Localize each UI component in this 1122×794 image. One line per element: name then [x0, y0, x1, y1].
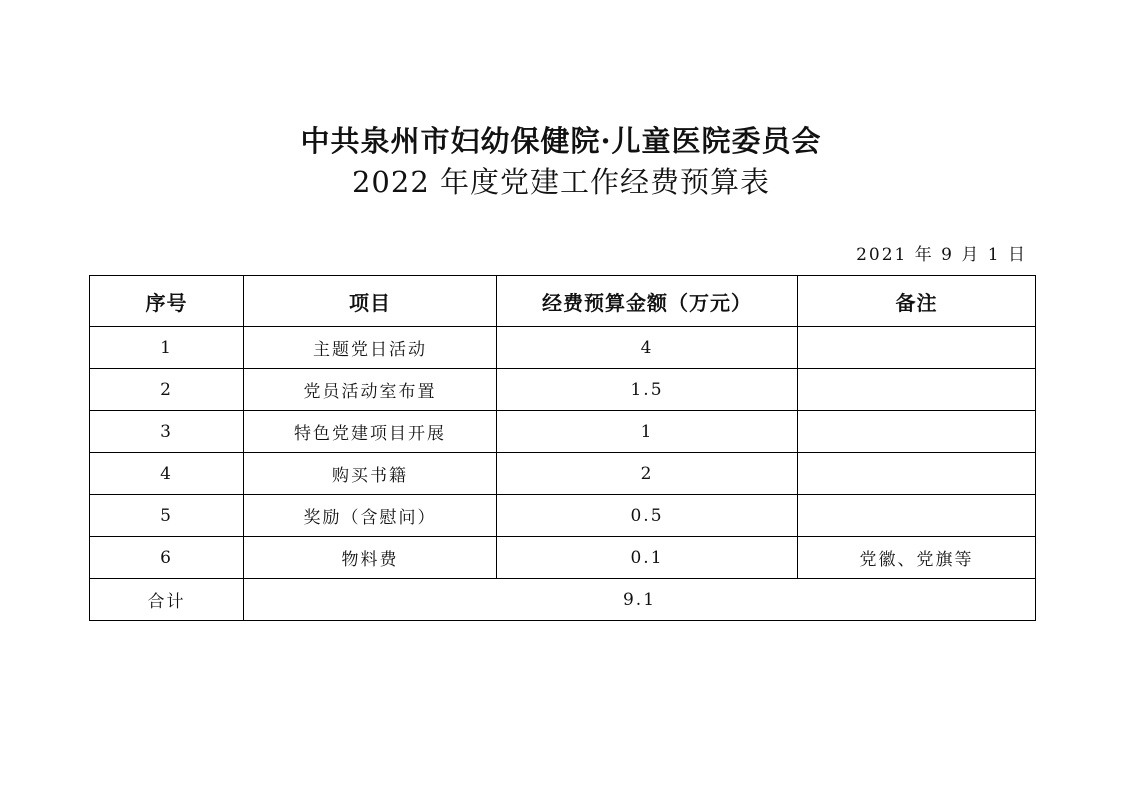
row-no: 1 [90, 327, 244, 369]
table-row [90, 453, 1036, 495]
budget-table [89, 275, 1036, 621]
row-no: 4 [90, 453, 244, 495]
header-item: 项目 [244, 276, 497, 327]
row-note [798, 411, 1036, 453]
table-row [90, 369, 1036, 411]
total-label: 合计 [90, 579, 244, 621]
document-title: 中共泉州市妇幼保健院·儿童医院委员会 [300, 124, 822, 158]
row-note: 党徽、党旗等 [798, 537, 1036, 579]
row-item: 奖励（含慰问） [244, 495, 497, 537]
row-no: 6 [90, 537, 244, 579]
header-no: 序号 [90, 276, 244, 327]
row-amount: 2 [497, 453, 798, 495]
row-amount: 1.5 [497, 369, 798, 411]
row-amount: 1 [497, 411, 798, 453]
table-row [90, 327, 1036, 369]
row-no: 2 [90, 369, 244, 411]
table-header-row [90, 276, 1036, 327]
table-total-row [90, 579, 1036, 621]
row-item: 购买书籍 [244, 453, 497, 495]
total-amount: 9.1 [244, 579, 1036, 621]
row-note [798, 495, 1036, 537]
table-row [90, 495, 1036, 537]
row-note [798, 453, 1036, 495]
row-note [798, 327, 1036, 369]
row-item: 特色党建项目开展 [244, 411, 497, 453]
header-amount: 经费预算金额（万元） [497, 276, 798, 327]
table-row [90, 537, 1036, 579]
row-amount: 0.5 [497, 495, 798, 537]
document-date: 2021 年 9 月 1 日 [856, 245, 1027, 265]
row-note [798, 369, 1036, 411]
document-subtitle: 2022 年度党建工作经费预算表 [351, 165, 771, 199]
row-amount: 4 [497, 327, 798, 369]
row-no: 5 [90, 495, 244, 537]
row-amount: 0.1 [497, 537, 798, 579]
row-item: 主题党日活动 [244, 327, 497, 369]
row-item: 物料费 [244, 537, 497, 579]
table-row [90, 411, 1036, 453]
header-note: 备注 [798, 276, 1036, 327]
row-item: 党员活动室布置 [244, 369, 497, 411]
row-no: 3 [90, 411, 244, 453]
